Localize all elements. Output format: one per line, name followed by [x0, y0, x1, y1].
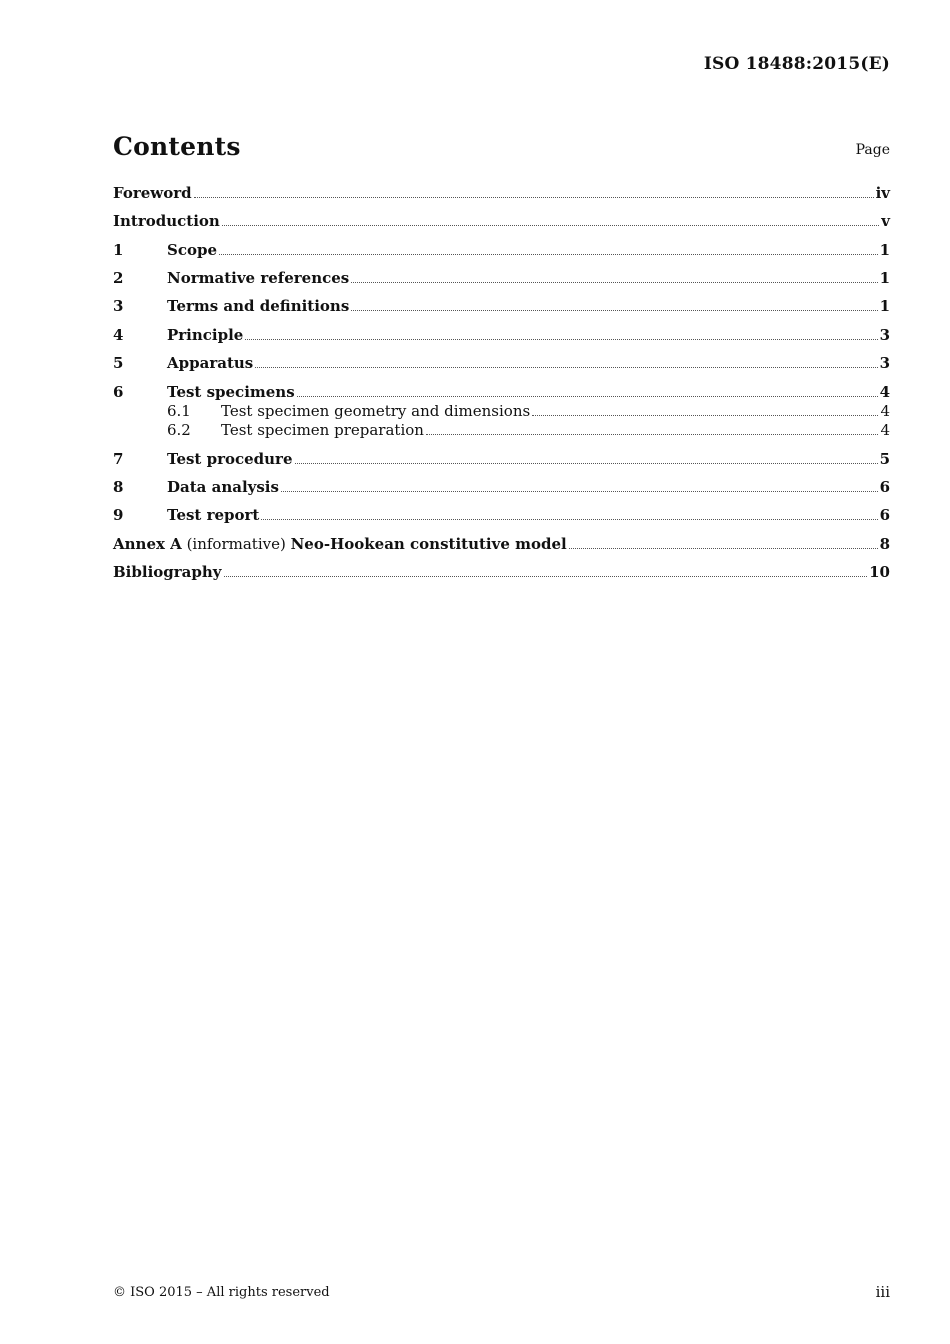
page-number: iii	[875, 1283, 890, 1301]
page-column-label: Page	[855, 142, 890, 158]
toc-entry-title: Data analysis	[167, 478, 279, 496]
toc-entry-title: Test procedure	[167, 450, 293, 468]
toc-entry-number: 6.2	[167, 421, 191, 439]
toc-leader-dots	[222, 224, 879, 226]
toc-entry-number: 3	[113, 297, 124, 315]
toc-entry-page: iv	[875, 184, 890, 202]
toc-leader-dots	[569, 547, 878, 549]
toc-entry-number: 6	[113, 383, 124, 401]
toc-entry-title: Terms and definitions	[167, 297, 350, 315]
toc-entry-title: Normative references	[167, 269, 350, 287]
toc-entry-page: 5	[879, 450, 890, 468]
toc-entry-number: 6.1	[167, 402, 191, 420]
toc-entry-number: 8	[113, 478, 124, 496]
toc-leader-dots	[295, 462, 878, 464]
toc-entry-data-analysis[interactable]	[113, 478, 890, 506]
toc-entry-page: 8	[879, 535, 890, 553]
toc-entry-title: Test report	[167, 506, 260, 524]
annex-type: (informative)	[181, 535, 291, 553]
toc-entry-page: v	[881, 212, 890, 230]
annex-title: Neo-Hookean constitutive model	[290, 535, 567, 553]
contents-heading: Contents	[113, 132, 241, 161]
toc-entry-page: 4	[880, 421, 890, 439]
toc-entry-number: 4	[113, 326, 124, 344]
toc-entry-introduction[interactable]	[113, 212, 890, 241]
toc-entry-title	[113, 535, 567, 554]
document-id: ISO 18488:2015(E)	[703, 54, 890, 74]
toc-entry-apparatus[interactable]	[113, 354, 890, 383]
toc-entry-title: Scope	[167, 241, 218, 259]
toc-entry-scope[interactable]	[113, 241, 890, 269]
toc-entry-page: 3	[879, 354, 890, 372]
toc-entry-page: 1	[879, 241, 890, 259]
toc-entry-title: Apparatus	[167, 354, 254, 372]
toc-entry-test-report[interactable]	[113, 506, 890, 535]
annex-label: Annex A	[113, 535, 182, 553]
toc-entry-annex-a[interactable]	[113, 535, 890, 563]
copyright-notice: © ISO 2015 – All rights reserved	[113, 1285, 330, 1300]
toc-entry-number: 9	[113, 506, 124, 524]
toc-entry-foreword[interactable]	[113, 184, 890, 212]
toc-entry-title: Test specimens	[167, 383, 295, 401]
toc-entry-page: 10	[869, 563, 890, 581]
toc-leader-dots	[261, 518, 877, 520]
toc-subentry-specimen-preparation[interactable]	[113, 421, 890, 450]
table-of-contents	[113, 184, 890, 591]
toc-entry-page: 3	[879, 326, 890, 344]
toc-entry-title: Principle	[167, 326, 244, 344]
toc-entry-title: Foreword	[113, 184, 192, 202]
toc-entry-page: 6	[879, 478, 890, 496]
toc-leader-dots	[297, 395, 878, 397]
toc-entry-number: 1	[113, 241, 124, 259]
toc-leader-dots	[532, 414, 878, 416]
toc-entry-number: 2	[113, 269, 124, 287]
toc-entry-test-procedure[interactable]	[113, 450, 890, 478]
toc-entry-number: 7	[113, 450, 124, 468]
toc-entry-page: 4	[879, 383, 890, 401]
toc-entry-bibliography[interactable]	[113, 563, 890, 591]
toc-entry-normative-references[interactable]	[113, 269, 890, 297]
toc-entry-number: 5	[113, 354, 124, 372]
toc-leader-dots	[219, 253, 878, 255]
toc-entry-title: Bibliography	[113, 563, 222, 581]
toc-leader-dots	[351, 281, 877, 283]
toc-subentry-specimen-geometry[interactable]	[113, 402, 890, 421]
toc-entry-page: 4	[880, 402, 890, 420]
toc-leader-dots	[224, 575, 868, 577]
toc-leader-dots	[194, 196, 874, 198]
toc-leader-dots	[281, 490, 878, 492]
toc-entry-title: Introduction	[113, 212, 220, 230]
toc-entry-page: 1	[879, 297, 890, 315]
toc-entry-principle[interactable]	[113, 326, 890, 354]
toc-entry-terms-and-definitions[interactable]	[113, 297, 890, 326]
toc-leader-dots	[426, 433, 879, 435]
toc-leader-dots	[351, 309, 877, 311]
toc-entry-title: Test specimen geometry and dimensions	[221, 402, 531, 420]
toc-leader-dots	[255, 366, 877, 368]
toc-entry-title: Test specimen preparation	[221, 421, 424, 439]
toc-entry-page: 1	[879, 269, 890, 287]
toc-entry-test-specimens[interactable]	[113, 383, 890, 402]
toc-entry-page: 6	[879, 506, 890, 524]
toc-leader-dots	[245, 338, 877, 340]
